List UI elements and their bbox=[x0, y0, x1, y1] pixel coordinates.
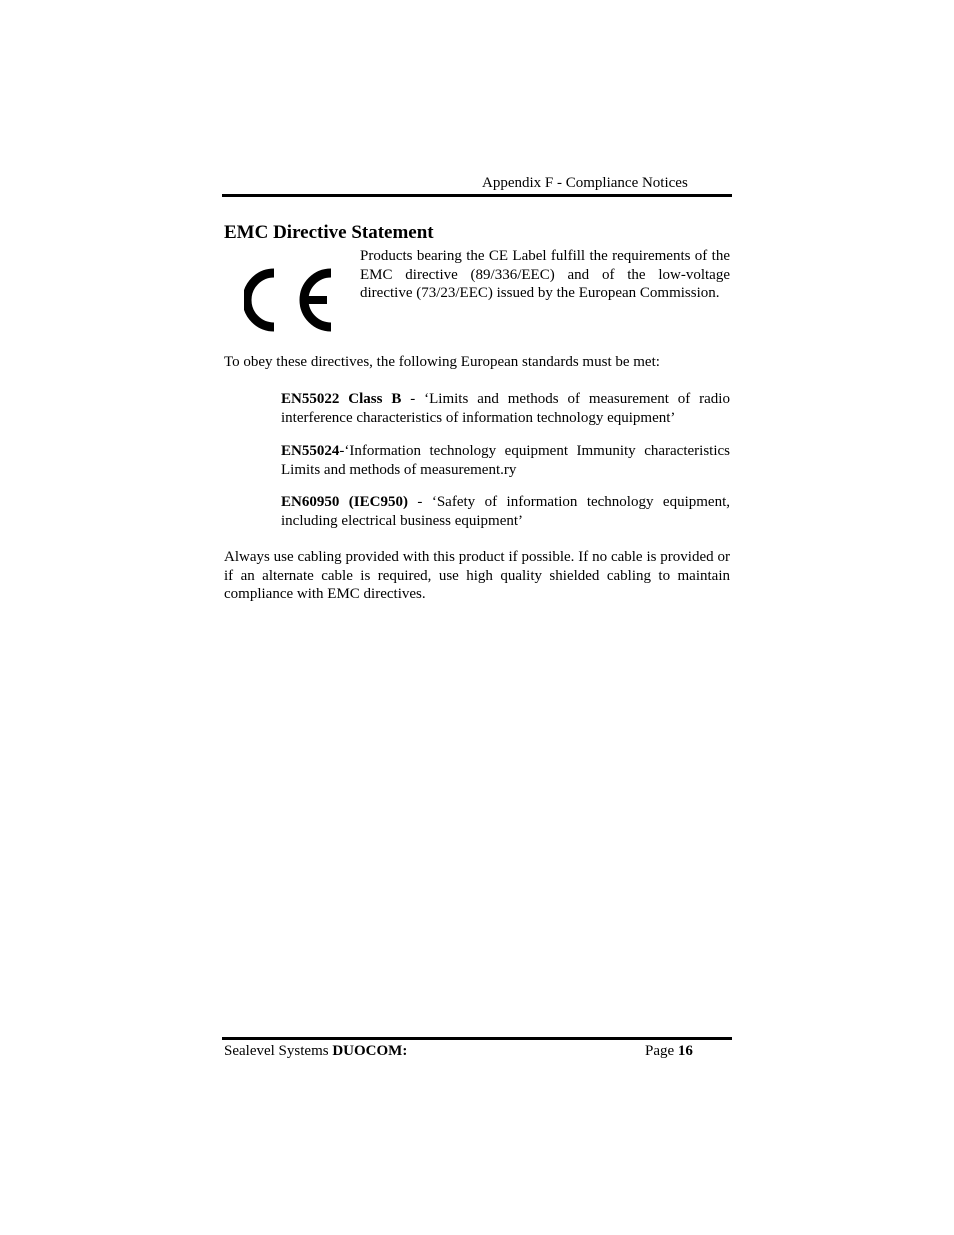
standard-code: EN60950 (IEC950) bbox=[281, 494, 408, 510]
standard-description: -‘Information technology equipment Immunity characteristics Limits and methods of measurement.ry bbox=[281, 443, 730, 478]
standard-item bbox=[281, 493, 730, 530]
footer-rule bbox=[222, 1037, 732, 1040]
ce-intro-paragraph: Products bearing the CE Label fulfill the requirements of the EMC directive (89/336/EEC) and of the low-voltage directive (73/23/EEC) issued by the European Commission. bbox=[360, 248, 730, 301]
product-name: DUOCOM: bbox=[332, 1043, 408, 1059]
standard-code: EN55022 Class B bbox=[281, 391, 402, 407]
page-number-value: 16 bbox=[677, 1043, 693, 1059]
page-number bbox=[645, 1042, 693, 1060]
section-title: EMC Directive Statement bbox=[224, 222, 434, 243]
standard-description: - ‘Safety of information technology equipment, including electrical business equipment’ bbox=[281, 494, 730, 529]
page-label: Page bbox=[645, 1043, 675, 1059]
standards-lead-text: To obey these directives, the following European standards must be met: bbox=[224, 354, 660, 370]
header-rule bbox=[222, 194, 732, 197]
company-name: Sealevel Systems bbox=[224, 1043, 329, 1059]
standard-code: EN55024 bbox=[281, 443, 340, 459]
standard-item bbox=[281, 442, 730, 479]
ce-mark-icon bbox=[244, 268, 336, 332]
cabling-paragraph: Always use cabling provided with this product if possible. If no cable is provided or if an alternate cable is required, use high quality shielded cabling to maintain compliance with EMC directives. bbox=[224, 549, 730, 602]
standard-description: - ‘Limits and methods of measurement of radio interference characteristics of information technology equipment’ bbox=[281, 391, 730, 426]
running-header: Appendix F - Compliance Notices bbox=[482, 175, 688, 191]
standard-item bbox=[281, 390, 730, 427]
footer-company bbox=[224, 1042, 407, 1060]
